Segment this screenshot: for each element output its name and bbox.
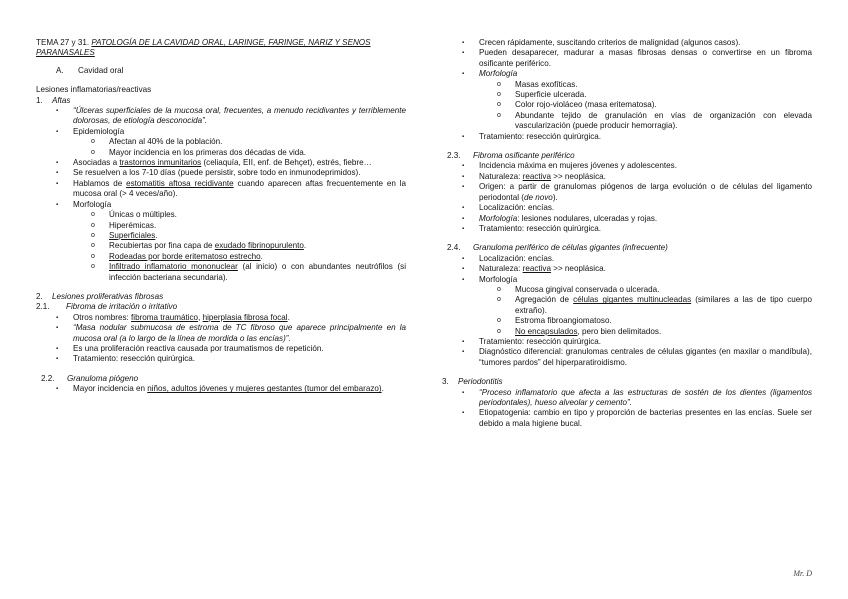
square-bullet: ▪ bbox=[56, 314, 59, 321]
heading-2-2: 2.2. Granuloma piógeno bbox=[41, 373, 139, 383]
square-bullet: ▪ bbox=[462, 338, 465, 345]
square-bullet: ▪ bbox=[56, 108, 59, 115]
list-item: ▪ Hablamos de estomatitis aftosa recidivante cuando aparecen aftas frecuentemente en la mucosa oral (> 4 veces/año). bbox=[56, 178, 406, 199]
square-bullet: ▪ bbox=[56, 356, 59, 363]
circle-bullet: o bbox=[497, 296, 501, 304]
list-item: ▪ Naturaleza: reactiva >> neoplásica. bbox=[462, 264, 606, 274]
list-item: o Rodeadas por borde eritematoso estrecho. bbox=[91, 251, 263, 261]
square-bullet: ▪ bbox=[56, 325, 59, 332]
square-bullet: ▪ bbox=[56, 386, 59, 393]
circle-bullet: o bbox=[497, 285, 501, 293]
square-bullet: ▪ bbox=[462, 184, 465, 191]
list-item: o Superficie ulcerada. bbox=[497, 90, 587, 100]
circle-bullet: o bbox=[91, 231, 95, 239]
square-bullet: ▪ bbox=[462, 349, 465, 356]
heading-2-1: 2.1. Fibroma de irritación o irritativo bbox=[36, 302, 178, 312]
list-item: o Infiltrado inflamatorio mononuclear (al inicio) o con abundantes neutrófilos (si infección bacteriana secundaria). bbox=[91, 262, 406, 282]
square-bullet: ▪ bbox=[462, 40, 465, 46]
list-item: o No encapsulados, pero bien delimitados. bbox=[497, 326, 662, 336]
list-item: ▪ Tratamiento: resección quirúrgica. bbox=[462, 131, 602, 141]
heading-2-4: 2.4. Granuloma periférico de células gigantes (infrecuente) bbox=[447, 243, 668, 253]
circle-bullet: o bbox=[497, 111, 501, 119]
right-column bbox=[442, 38, 812, 429]
list-item: ▪ “Masa nodular submucosa de estroma de TC fibroso que aparece principalmente en la mucosa oral (a lo largo de la línea de mordida o las encías)”. bbox=[56, 323, 406, 343]
circle-bullet: o bbox=[91, 221, 95, 229]
square-bullet: ▪ bbox=[56, 180, 59, 187]
list-item: o Mucosa gingival conservada o ulcerada. bbox=[497, 284, 660, 294]
list-item: o Recubiertas por fina capa de exudado fibrinopurulento. bbox=[91, 241, 307, 251]
list-item: o Hiperémicas. bbox=[91, 220, 157, 230]
circle-bullet: o bbox=[497, 91, 501, 99]
list-item: ▪ Crecen rápidamente, suscitando criterios de malignidad (algunos casos). bbox=[462, 38, 741, 47]
square-bullet: ▪ bbox=[462, 205, 465, 212]
circle-bullet: o bbox=[91, 263, 95, 271]
lesiones-heading: Lesiones inflamatorias/reactivas bbox=[36, 85, 152, 95]
list-item: ▪ Morfología bbox=[462, 69, 518, 79]
list-item: o Afectan al 40% de la población. bbox=[91, 137, 223, 147]
list-item: o Únicas o múltiples. bbox=[91, 210, 177, 220]
circle-bullet: o bbox=[497, 101, 501, 109]
square-bullet: ▪ bbox=[56, 170, 59, 177]
list-item: ▪ Mayor incidencia en niños, adultos jóvenes y mujeres gestantes (tumor del embarazo). bbox=[56, 384, 384, 394]
circle-bullet: o bbox=[91, 242, 95, 250]
list-item: ▪ Pueden desaparecer, madurar a masas fibrosas densas o convertirse en un fibroma osificante periférico. bbox=[462, 48, 812, 68]
heading-2-3: 2.3. Fibroma osificante periférico bbox=[447, 151, 575, 161]
square-bullet: ▪ bbox=[462, 215, 465, 222]
list-item: ▪ Naturaleza: reactiva >> neoplásica. bbox=[462, 171, 606, 181]
list-item: ▪ Tratamiento: resección quirúrgica. bbox=[462, 223, 602, 233]
square-bullet: ▪ bbox=[462, 71, 465, 78]
square-bullet: ▪ bbox=[462, 225, 465, 232]
list-item: ▪ Morfología bbox=[56, 199, 112, 209]
circle-bullet: o bbox=[91, 211, 95, 219]
square-bullet: ▪ bbox=[462, 266, 465, 273]
square-bullet: ▪ bbox=[56, 160, 59, 167]
list-item: o Color rojo-violáceo (masa eritematosa). bbox=[497, 100, 657, 110]
circle-bullet: o bbox=[497, 327, 501, 335]
section-a: A. Cavidad oral bbox=[56, 65, 124, 75]
heading-periodontitis: 3. Periodontitis bbox=[442, 377, 503, 387]
list-item: ▪ Epidemiología bbox=[56, 126, 125, 136]
footer-signature: Mr. D bbox=[793, 568, 812, 578]
list-item: ▪ Se resuelven a los 7-10 días (puede persistir, sobre todo en inmunodeprimidos). bbox=[56, 168, 361, 178]
list-item: ▪ Incidencia máxima en mujeres jóvenes y adolescentes. bbox=[462, 161, 677, 171]
list-item: ▪ Origen: a partir de granulomas piógenos de larga evolución o de células del ligamento periodontal (de novo). bbox=[462, 182, 812, 202]
document-title: TEMA 27 y 31. PATOLOGÍA DE LA CAVIDAD ORAL, LARINGE, FARINGE, NARIZ Y SENOS PARANASALES bbox=[36, 38, 371, 58]
square-bullet: ▪ bbox=[462, 389, 465, 396]
list-item: ▪ Asociadas a trastornos inmunitarios (celiaquía, EII, enf. de Behçet), estrés, fiebre… bbox=[56, 158, 372, 168]
list-item: ▪ Etiopatogenia: cambio en tipo y proporción de bacterias presentes en las encías. Suele ser debido a mala higiene bucal. bbox=[462, 408, 812, 428]
square-bullet: ▪ bbox=[462, 255, 465, 262]
list-item: o Estroma fibroangiomatoso. bbox=[497, 316, 612, 326]
square-bullet: ▪ bbox=[56, 128, 59, 135]
square-bullet: ▪ bbox=[462, 50, 465, 57]
left-column bbox=[36, 38, 406, 395]
square-bullet: ▪ bbox=[56, 201, 59, 208]
list-item: ▪ Localización: encías. bbox=[462, 253, 555, 263]
list-item: ▪ Tratamiento: resección quirúrgica. bbox=[462, 336, 602, 346]
list-item: ▪ Morfología bbox=[462, 274, 518, 284]
square-bullet: ▪ bbox=[462, 173, 465, 180]
list-item: ▪ “Úlceras superficiales de la mucosa oral, frecuentes, a menudo recidivantes y terriblemente dolorosas, de etiología desconocida”. bbox=[56, 106, 406, 126]
circle-bullet: o bbox=[91, 148, 95, 156]
list-item: ▪ Localización: encías. bbox=[462, 203, 555, 213]
heading-prolif: 2. Lesiones proliferativas fibrosas bbox=[36, 291, 164, 301]
circle-bullet: o bbox=[91, 252, 95, 260]
list-item: o Abundante tejido de granulación en vías de organización con elevada vascularización (puede producir hemorragia). bbox=[497, 110, 812, 131]
square-bullet: ▪ bbox=[462, 410, 465, 417]
circle-bullet: o bbox=[497, 317, 501, 325]
square-bullet: ▪ bbox=[462, 163, 465, 170]
list-item: o Superficiales. bbox=[91, 230, 158, 240]
list-item: o Masas exofíticas. bbox=[497, 79, 578, 89]
list-item: o Agregación de células gigantes multinucleadas (similares a las de tipo cuerpo extraño). bbox=[497, 295, 813, 315]
square-bullet: ▪ bbox=[462, 276, 465, 283]
list-item: ▪ Morfología: lesiones nodulares, ulceradas y rojas. bbox=[462, 213, 658, 223]
list-item: ▪ Es una proliferación reactiva causada por traumatismos de repetición. bbox=[56, 343, 324, 353]
list-item: ▪ “Proceso inflamatorio que afecta a las estructuras de sostén de los dientes (ligamentos periodontales), hueso alveolar y cemento”. bbox=[462, 387, 812, 407]
heading-aftas: 1. Aftas bbox=[36, 95, 71, 105]
list-item: ▪ Otros nombres: fibroma traumático, hiperplasia fibrosa focal. bbox=[56, 312, 290, 322]
list-item: ▪ Diagnóstico diferencial: granulomas centrales de células gigantes (en maxilar o mandíbula), “tumores pardos” del hiperparatiroidismo. bbox=[462, 347, 812, 367]
circle-bullet: o bbox=[497, 80, 501, 88]
circle-bullet: o bbox=[91, 138, 95, 146]
square-bullet: ▪ bbox=[56, 345, 59, 352]
list-item: o Mayor incidencia en los primeras dos décadas de vida. bbox=[91, 147, 307, 157]
square-bullet: ▪ bbox=[462, 133, 465, 140]
list-item: ▪ Tratamiento: resección quirúrgica. bbox=[56, 354, 196, 364]
